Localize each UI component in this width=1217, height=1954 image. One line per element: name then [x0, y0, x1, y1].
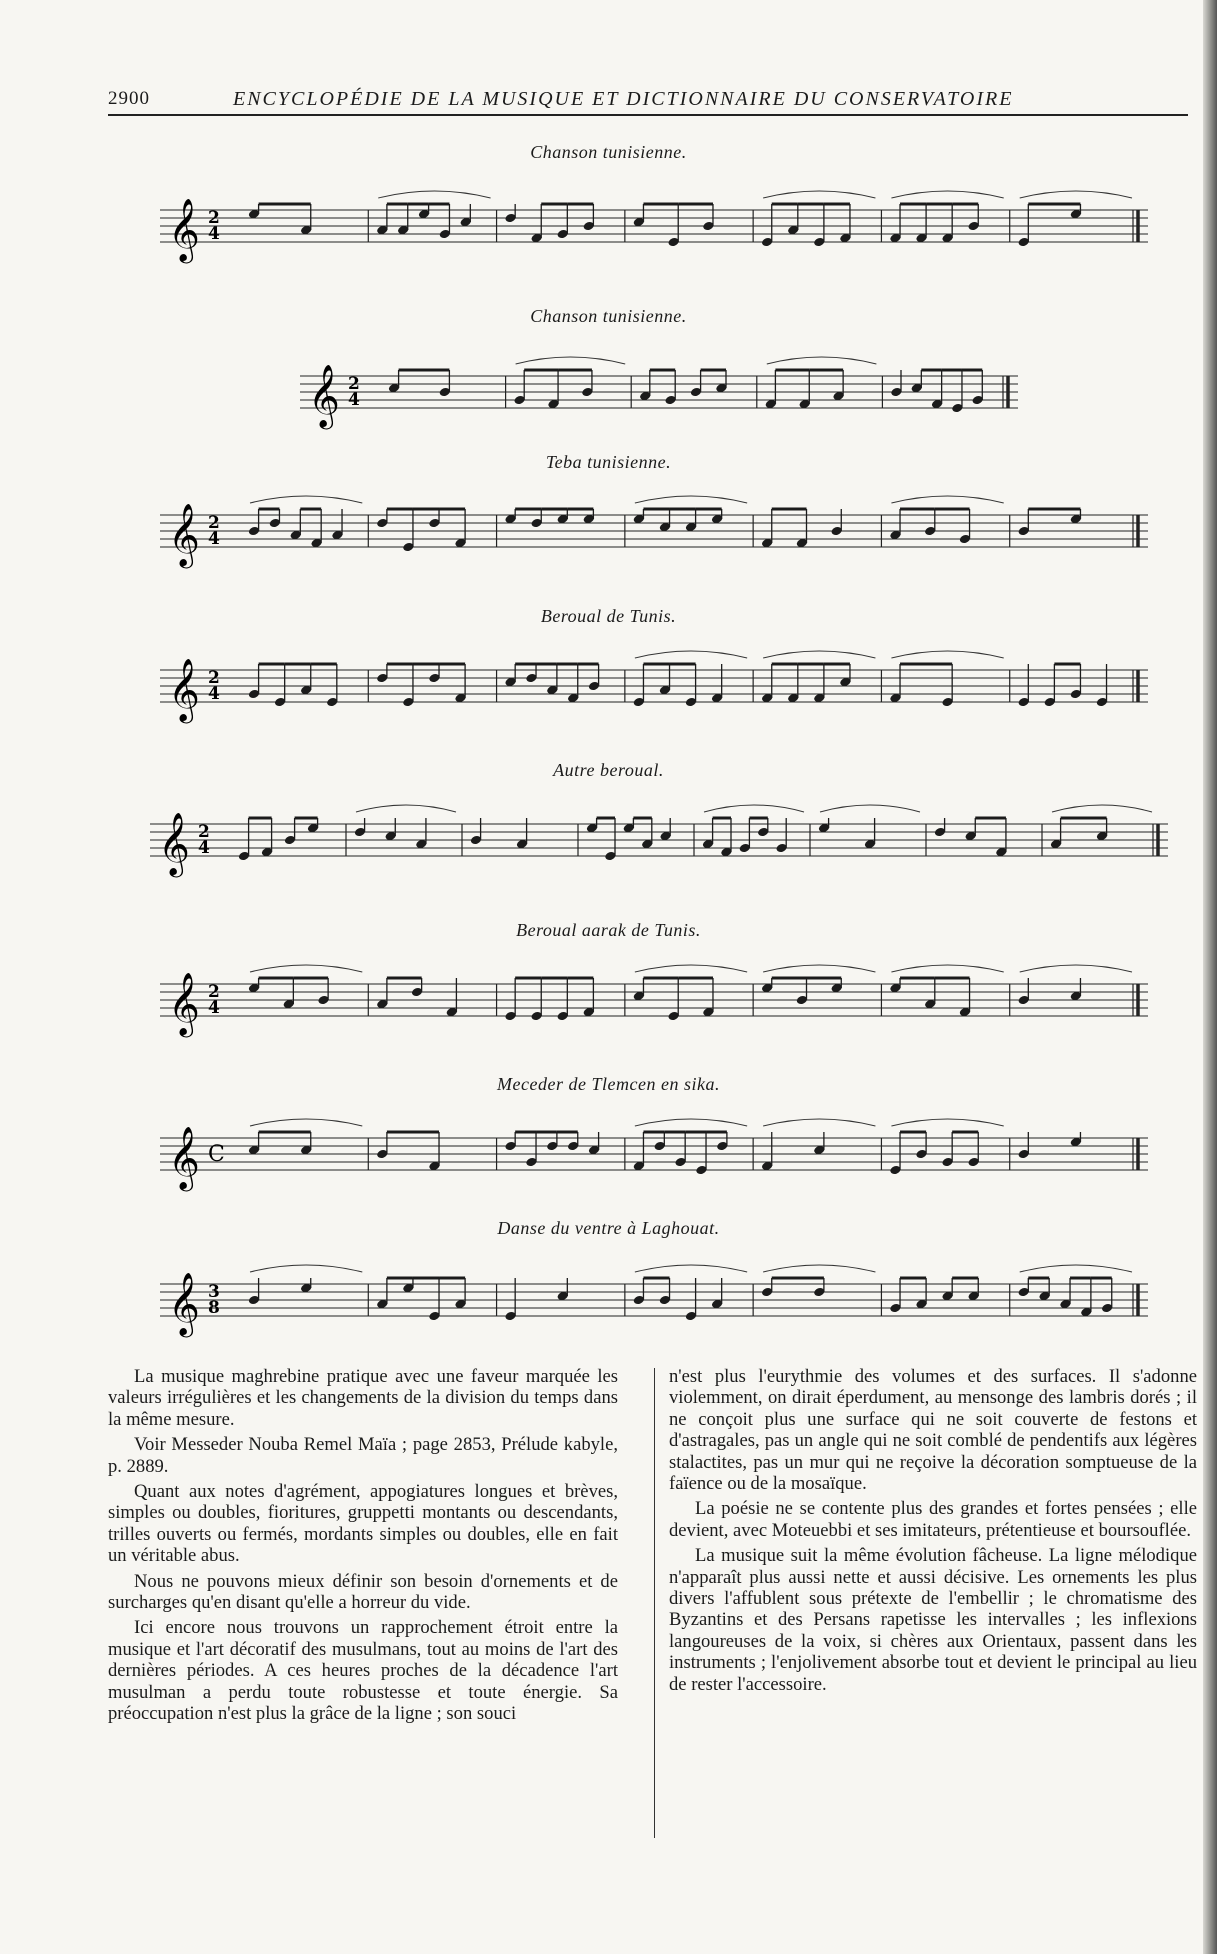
slur [891, 191, 1003, 198]
time-signature-numerator: 2 [208, 982, 220, 1002]
slur [356, 805, 456, 812]
treble-clef-icon: 𝄞 [168, 658, 200, 721]
slur [250, 1119, 362, 1126]
treble-clef-icon: 𝄞 [168, 503, 200, 566]
staff-5 [150, 796, 1170, 896]
music-example-title: Chanson tunisienne. [530, 306, 687, 326]
staff-3 [160, 487, 1150, 577]
time-signature-denominator: 4 [208, 684, 220, 704]
slur [250, 496, 362, 503]
paragraph: Quant aux notes d'agrément, appogiatures longues et brèves, simples ou doubles, fioritures, gruppetti montants ou descendants, trilles ouverts ou fermés, mordants simples ou doubles, elle en fait un véritable abus. [108, 1481, 618, 1567]
slur [891, 1119, 1003, 1126]
music-example-title: Beroual aarak de Tunis. [516, 920, 701, 940]
slur [635, 651, 747, 658]
staff-4 [160, 642, 1150, 732]
time-signature-denominator: 4 [198, 838, 210, 858]
time-signature-numerator: 2 [208, 668, 220, 688]
page-header [108, 88, 1188, 116]
time-signature-numerator: 3 [208, 1282, 220, 1302]
time-signature-denominator: 4 [348, 390, 360, 410]
paragraph: Nous ne pouvons mieux définir son besoin d'ornements et de surcharges qu'en disant qu'elle a horreur du vide. [108, 1570, 618, 1614]
paragraph: Ici encore nous trouvons un rapprochement étroit entre la musique et l'art décoratif des musulmans, tout au moins de l'art des dernières périodes. A ces heures proches de la décadence l'art musulman a perdu toute robustesse et toute énergie. Sa préoccupation n'est plus la grâce de la ligne ; son souci [108, 1617, 618, 1725]
time-signature-numerator: 2 [348, 374, 360, 394]
slur [763, 1265, 875, 1272]
treble-clef-icon: 𝄞 [168, 198, 200, 261]
music-example-title: Danse du ventre à Laghouat. [497, 1218, 720, 1238]
slur [763, 651, 875, 658]
music-example-title: Beroual de Tunis. [540, 606, 677, 626]
staff-8 [160, 1256, 1150, 1346]
treble-clef-icon: 𝄞 [308, 364, 340, 427]
running-title: ENCYCLOPÉDIE DE LA MUSIQUE ET DICTIONNAIRE DU CONSERVATOIRE [233, 88, 1014, 110]
time-signature-denominator: 4 [208, 529, 220, 549]
slur [378, 191, 490, 198]
paragraph: La musique suit la même évolution fâcheuse. La ligne mélodique n'apparaît plus aussi nette et aussi décisive. Les ornements les plus divers l'affublent sous prétexte de l'embellir ; le chromatisme des Byzantins et des Persans rapetisse les intervalles ; les inflexions langoureuses de la voix, si chères aux Orientaux, passent dans les instruments ; l'enjolivement absorbe tout et devient le principal au lieu de rester l'accessoire. [669, 1545, 1197, 1695]
paragraph: n'est plus l'eurythmie des volumes et des surfaces. Il s'adonne violemment, on dirait éperdument, au mensonge des lambris dorés ; il ne conçoit plus une surface qui ne soit couverte de festons et d'astragales, pas un angle qui ne soit comblé de pendentifs aux légères stalactites, pas un mur qui ne reçoive la décoration somptueuse de la faïence ou de la mosaïque. [669, 1366, 1197, 1495]
treble-clef-icon: 𝄞 [168, 972, 200, 1035]
music-example-title: Meceder de Tlemcen en sika. [497, 1074, 720, 1094]
slur [820, 805, 920, 812]
slur [635, 1265, 747, 1272]
slur [1052, 805, 1152, 812]
page-number: 2900 [108, 88, 150, 109]
paragraph: La poésie ne se contente plus des grandes et fortes pensées ; elle devient, avec Moteuebbi et ses imitateurs, prétentieuse et boursouflée. [669, 1498, 1197, 1541]
right-text-column [669, 1366, 1197, 1699]
treble-clef-icon: 𝄞 [168, 1272, 200, 1335]
slur [891, 965, 1003, 972]
treble-clef-icon: 𝄞 [168, 1126, 200, 1189]
time-signature-denominator: 4 [208, 998, 220, 1018]
column-divider [654, 1368, 655, 1838]
time-signature-denominator: 4 [208, 224, 220, 244]
time-signature-denominator: 8 [208, 1298, 220, 1318]
staff-1 [160, 182, 1150, 272]
slur [767, 357, 877, 364]
time-signature: C [208, 1142, 225, 1167]
time-signature-numerator: 2 [198, 822, 210, 842]
staff-2 [300, 348, 1020, 438]
slur [250, 1265, 362, 1272]
staff-7 [160, 1110, 1150, 1200]
time-signature-numerator: 2 [208, 208, 220, 228]
music-example-title: Chanson tunisienne. [530, 142, 687, 162]
paragraph: Voir Messeder Nouba Remel Maïa ; page 2853, Prélude kabyle, p. 2889. [108, 1434, 618, 1477]
slur [250, 965, 362, 972]
treble-clef-icon: 𝄞 [158, 812, 190, 875]
left-text-column [108, 1366, 618, 1729]
slur [704, 805, 804, 812]
slur [1020, 965, 1132, 972]
music-example-title: Autre beroual. [553, 760, 664, 780]
slur [1020, 191, 1132, 198]
slur [635, 965, 747, 972]
slur [763, 965, 875, 972]
paragraph: La musique maghrebine pratique avec une faveur marquée les valeurs irrégulières et les changements de la division du temps dans la même mesure. [108, 1366, 618, 1430]
page-edge-shadow [1203, 0, 1217, 1954]
slur [891, 496, 1003, 503]
staff-6 [160, 956, 1150, 1056]
music-example-title: Teba tunisienne. [545, 452, 672, 472]
slur [1020, 1265, 1132, 1272]
slur [635, 496, 747, 503]
slur [763, 1119, 875, 1126]
slur [891, 651, 1003, 658]
time-signature-numerator: 2 [208, 513, 220, 533]
slur [635, 1119, 747, 1126]
slur [763, 191, 875, 198]
slur [516, 357, 626, 364]
